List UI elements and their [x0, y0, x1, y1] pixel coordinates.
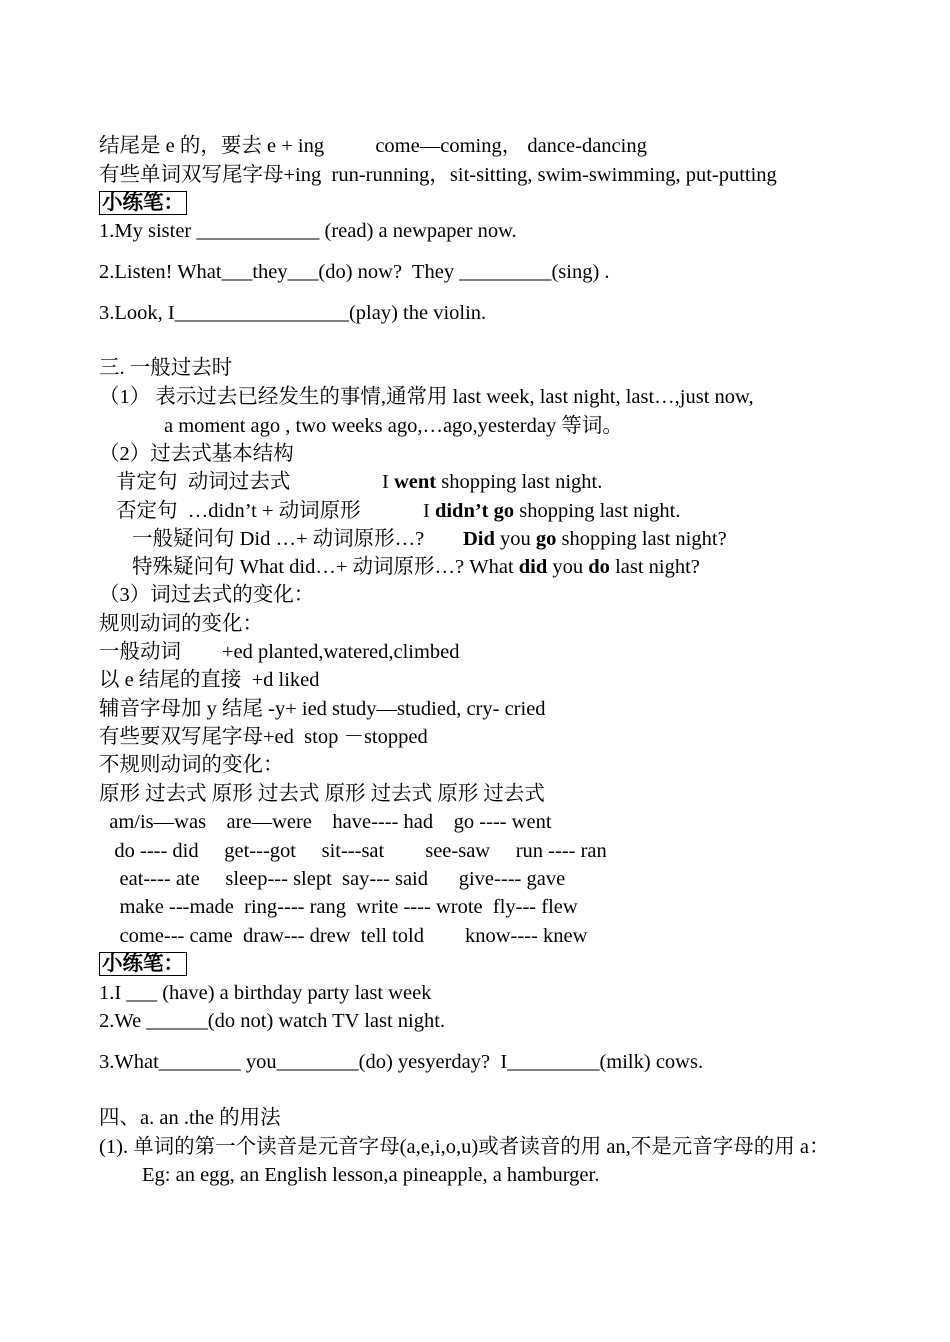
- irregular-row-3: eat---- ate sleep--- slept say--- said give---- gave: [99, 868, 566, 890]
- regular-rule-2: 以 e 结尾的直接 +d liked: [99, 669, 320, 691]
- structure-heading: （2）过去式基本结构: [99, 443, 294, 465]
- special-question: 特殊疑问句 What did…+ 动词原形…? What did you do last night?: [132, 556, 700, 578]
- articles-example: Eg: an egg, an English lesson,a pineapple, a hamburger.: [142, 1164, 600, 1186]
- regular-rule-3: 辅音字母加 y 结尾 -y+ ied study—studied, cry- cried: [99, 698, 546, 720]
- practice-heading-1: [99, 190, 187, 216]
- section-title-past-tense: 三. 一般过去时: [99, 357, 233, 379]
- negative-example: I didn’t go shopping last night.: [423, 500, 681, 522]
- exercise-1-1: 1.My sister ____________ (read) a newpaper now.: [99, 220, 517, 242]
- exercise-1-2: 2.Listen! What___they___(do) now? They _________(sing) .: [99, 261, 610, 283]
- exercise-1-3: 3.Look, I_________________(play) the violin.: [99, 302, 487, 324]
- regular-rule-4: 有些要双写尾字母+ed stop －stopped: [99, 726, 428, 748]
- irregular-row-2: do ---- did get---got sit---sat see-saw run ---- ran: [99, 840, 607, 862]
- section-title-articles: 四、a. an .the 的用法: [99, 1107, 281, 1129]
- past-usage-line-2: a moment ago , two weeks ago,…ago,yesterday 等词。: [164, 415, 623, 437]
- irregular-header: 原形 过去式 原形 过去式 原形 过去式 原形 过去式: [99, 783, 545, 805]
- irregular-row-4: make ---made ring---- rang write ---- wrote fly--- flew: [99, 896, 578, 918]
- general-question-label: 一般疑问句 Did …+ 动词原形…?: [132, 528, 425, 550]
- affirmative-example: I went shopping last night.: [382, 471, 603, 493]
- practice-label: 小练笔：: [99, 952, 187, 976]
- general-question-example: Did you go shopping last night?: [463, 528, 727, 550]
- articles-rule-1: (1). 单词的第一个读音是元音字母(a,e,i,o,u)或者读音的用 an,不是元音字母的用 a：: [99, 1136, 830, 1158]
- practice-heading-2: [99, 951, 187, 977]
- negative-label: 否定句 …didn’t + 动词原形: [116, 500, 361, 522]
- exercise-2-1: 1.I ___ (have) a birthday party last week: [99, 982, 432, 1004]
- ing-rule-double: 有些单词双写尾字母+ing run-running，sit-sitting, swim-swimming, put-putting: [99, 164, 777, 186]
- exercise-2-3: 3.What________ you________(do) yesyerday? I_________(milk) cows.: [99, 1051, 704, 1073]
- change-heading: （3）词过去式的变化：: [99, 584, 315, 606]
- affirmative-label: 肯定句 动词过去式: [116, 471, 291, 493]
- ing-rule-e: 结尾是 e 的，要去 e + ing come—coming， dance-dancing: [99, 135, 647, 157]
- irregular-title: 不规则动词的变化：: [99, 754, 284, 776]
- practice-label: 小练笔：: [99, 191, 187, 215]
- exercise-2-2: 2.We ______(do not) watch TV last night.: [99, 1010, 446, 1032]
- past-usage-line-1: （1） 表示过去已经发生的事情,通常用 last week, last night, last…,just now,: [99, 386, 754, 408]
- irregular-row-5: come--- came draw--- drew tell told know---- knew: [99, 925, 588, 947]
- regular-title: 规则动词的变化：: [99, 613, 263, 635]
- regular-rule-1: 一般动词 +ed planted,watered,climbed: [99, 641, 460, 663]
- irregular-row-1: am/is—was are—were have---- had go ---- went: [99, 811, 552, 833]
